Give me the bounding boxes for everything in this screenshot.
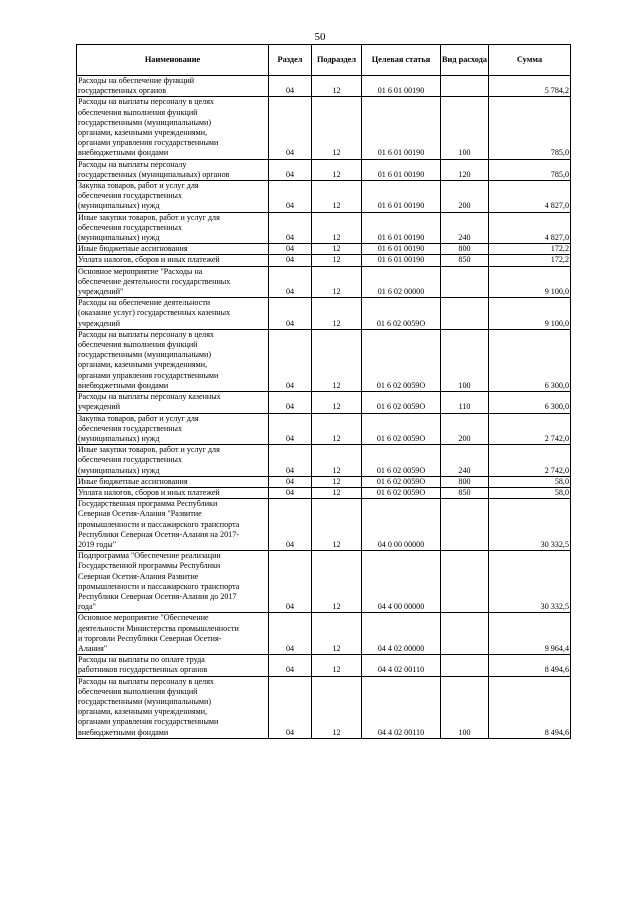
table-row bbox=[77, 97, 571, 159]
row-type bbox=[441, 266, 489, 298]
row-target: 01 6 02 0059О bbox=[362, 329, 441, 391]
row-sum: 4 827,0 bbox=[489, 181, 571, 213]
row-sum: 58,0 bbox=[489, 476, 571, 487]
row-sum: 785,0 bbox=[489, 97, 571, 159]
table-header-row bbox=[77, 45, 571, 76]
table-row bbox=[77, 76, 571, 97]
row-type bbox=[441, 298, 489, 330]
row-subsection: 12 bbox=[312, 445, 362, 477]
row-name: Расходы на выплаты персоналу в целях обеспечения выполнения функций государственными (муниципальными) органами, казенными учреждениями, органами управления государственными внебюджетными фондами bbox=[77, 329, 269, 391]
row-section: 04 bbox=[269, 613, 312, 655]
row-subsection: 12 bbox=[312, 181, 362, 213]
row-type: 850 bbox=[441, 487, 489, 498]
row-section: 04 bbox=[269, 476, 312, 487]
row-sum: 30 332,5 bbox=[489, 551, 571, 613]
table-row bbox=[77, 212, 571, 244]
row-subsection: 12 bbox=[312, 476, 362, 487]
table-row bbox=[77, 655, 571, 676]
row-name: Основное мероприятие "Обеспечение деятельности Министерства промышленности и торговли Республики Северная Осетия- Алания" bbox=[77, 613, 269, 655]
header-type: Вид расхода bbox=[441, 45, 489, 76]
row-section: 04 bbox=[269, 212, 312, 244]
table-row bbox=[77, 487, 571, 498]
table-row bbox=[77, 255, 571, 266]
row-sum: 172,2 bbox=[489, 244, 571, 255]
row-type: 100 bbox=[441, 676, 489, 738]
row-name: Иные бюджетные ассигнования bbox=[77, 244, 269, 255]
row-name: Иные бюджетные ассигнования bbox=[77, 476, 269, 487]
row-name: Закупка товаров, работ и услуг для обеспечения государственных (муниципальных) нужд bbox=[77, 413, 269, 445]
table-row bbox=[77, 613, 571, 655]
row-subsection: 12 bbox=[312, 613, 362, 655]
header-subsection: Подраздел bbox=[312, 45, 362, 76]
row-name: Расходы на обеспечение функций государственных органов bbox=[77, 76, 269, 97]
row-name: Иные закупки товаров, работ и услуг для обеспечения государственных (муниципальных) нужд bbox=[77, 445, 269, 477]
row-target: 01 6 01 00190 bbox=[362, 159, 441, 180]
row-sum: 5 784,2 bbox=[489, 76, 571, 97]
row-subsection: 12 bbox=[312, 255, 362, 266]
row-target: 01 6 02 0059О bbox=[362, 298, 441, 330]
row-type bbox=[441, 613, 489, 655]
table-row bbox=[77, 676, 571, 738]
row-type: 850 bbox=[441, 255, 489, 266]
row-section: 04 bbox=[269, 266, 312, 298]
row-sum: 58,0 bbox=[489, 487, 571, 498]
budget-table bbox=[76, 44, 571, 739]
row-sum: 30 332,5 bbox=[489, 499, 571, 551]
row-subsection: 12 bbox=[312, 551, 362, 613]
row-name: Закупка товаров, работ и услуг для обеспечения государственных (муниципальных) нужд bbox=[77, 181, 269, 213]
row-type: 200 bbox=[441, 413, 489, 445]
row-section: 04 bbox=[269, 676, 312, 738]
row-subsection: 12 bbox=[312, 499, 362, 551]
header-section: Раздел bbox=[269, 45, 312, 76]
row-section: 04 bbox=[269, 445, 312, 477]
row-target: 04 4 02 00000 bbox=[362, 613, 441, 655]
row-target: 01 6 01 00190 bbox=[362, 255, 441, 266]
row-section: 04 bbox=[269, 392, 312, 413]
row-section: 04 bbox=[269, 655, 312, 676]
row-subsection: 12 bbox=[312, 487, 362, 498]
row-type: 240 bbox=[441, 212, 489, 244]
row-subsection: 12 bbox=[312, 655, 362, 676]
header-name: Наименование bbox=[77, 45, 269, 76]
row-subsection: 12 bbox=[312, 298, 362, 330]
row-sum: 172,2 bbox=[489, 255, 571, 266]
row-sum: 785,0 bbox=[489, 159, 571, 180]
table-row bbox=[77, 551, 571, 613]
row-subsection: 12 bbox=[312, 212, 362, 244]
row-type: 800 bbox=[441, 476, 489, 487]
row-target: 01 6 02 0059О bbox=[362, 476, 441, 487]
row-type: 100 bbox=[441, 97, 489, 159]
row-section: 04 bbox=[269, 499, 312, 551]
table-row bbox=[77, 445, 571, 477]
row-type bbox=[441, 551, 489, 613]
row-name: Подпрограмма "Обеспечение реализации Государственной программы Республики Северная Осетия-Алания Развитие промышленности и пассажирского транспорта Республики Северная Осетия-Алания до 2017 года" bbox=[77, 551, 269, 613]
row-type: 110 bbox=[441, 392, 489, 413]
row-section: 04 bbox=[269, 413, 312, 445]
row-section: 04 bbox=[269, 97, 312, 159]
row-subsection: 12 bbox=[312, 159, 362, 180]
row-type: 120 bbox=[441, 159, 489, 180]
row-name: Уплата налогов, сборов и иных платежей bbox=[77, 487, 269, 498]
row-name: Основное мероприятие "Расходы на обеспечение деятельности государственных учреждений" bbox=[77, 266, 269, 298]
table-row bbox=[77, 298, 571, 330]
row-target: 04 4 00 00000 bbox=[362, 551, 441, 613]
row-sum: 4 827,0 bbox=[489, 212, 571, 244]
row-target: 01 6 01 00190 bbox=[362, 244, 441, 255]
row-section: 04 bbox=[269, 551, 312, 613]
table-row bbox=[77, 181, 571, 213]
row-sum: 2 742,0 bbox=[489, 445, 571, 477]
row-type bbox=[441, 76, 489, 97]
row-section: 04 bbox=[269, 244, 312, 255]
row-sum: 8 494,6 bbox=[489, 655, 571, 676]
row-subsection: 12 bbox=[312, 392, 362, 413]
row-name: Расходы на выплаты персоналу казенных учреждений bbox=[77, 392, 269, 413]
row-type: 240 bbox=[441, 445, 489, 477]
row-section: 04 bbox=[269, 255, 312, 266]
table-row bbox=[77, 499, 571, 551]
table-row bbox=[77, 329, 571, 391]
table-row bbox=[77, 476, 571, 487]
row-name: Иные закупки товаров, работ и услуг для обеспечения государственных (муниципальных) нужд bbox=[77, 212, 269, 244]
row-name: Государственная программа Республики Северная Осетия-Алания "Развитие промышленности и пассажирского транспорта Республики Северная Осетия-Алания на 2017- 2019 годы" bbox=[77, 499, 269, 551]
row-target: 01 6 01 00190 bbox=[362, 181, 441, 213]
row-target: 01 6 02 0059О bbox=[362, 392, 441, 413]
row-name: Расходы на выплаты персоналу в целях обеспечения выполнения функций государственными (муниципальными) органами, казенными учреждениями, органами управления государственными внебюджетными фондами bbox=[77, 97, 269, 159]
row-name: Расходы на обеспечение деятельности (оказание услуг) государственных казенных учреждений bbox=[77, 298, 269, 330]
table-row bbox=[77, 159, 571, 180]
table-row bbox=[77, 392, 571, 413]
row-type: 200 bbox=[441, 181, 489, 213]
row-target: 04 0 00 00000 bbox=[362, 499, 441, 551]
row-target: 01 6 01 00190 bbox=[362, 97, 441, 159]
row-name: Уплата налогов, сборов и иных платежей bbox=[77, 255, 269, 266]
row-subsection: 12 bbox=[312, 266, 362, 298]
row-target: 04 4 02 00110 bbox=[362, 676, 441, 738]
table-row bbox=[77, 244, 571, 255]
row-target: 01 6 02 0059О bbox=[362, 413, 441, 445]
row-target: 01 6 02 00000 bbox=[362, 266, 441, 298]
table-row bbox=[77, 266, 571, 298]
row-subsection: 12 bbox=[312, 76, 362, 97]
row-name: Расходы на выплаты персоналу государственных (муниципальных) органов bbox=[77, 159, 269, 180]
row-sum: 2 742,0 bbox=[489, 413, 571, 445]
row-subsection: 12 bbox=[312, 413, 362, 445]
page-number: 50 bbox=[314, 31, 326, 43]
row-section: 04 bbox=[269, 329, 312, 391]
header-target: Целевая статья bbox=[362, 45, 441, 76]
row-sum: 9 100,0 bbox=[489, 266, 571, 298]
header-sum: Сумма bbox=[489, 45, 571, 76]
row-target: 01 6 01 00190 bbox=[362, 212, 441, 244]
table-row bbox=[77, 413, 571, 445]
row-sum: 6 300,0 bbox=[489, 329, 571, 391]
row-sum: 9 964,4 bbox=[489, 613, 571, 655]
row-type: 100 bbox=[441, 329, 489, 391]
row-type: 800 bbox=[441, 244, 489, 255]
row-sum: 6 300,0 bbox=[489, 392, 571, 413]
row-target: 01 6 02 0059О bbox=[362, 487, 441, 498]
row-subsection: 12 bbox=[312, 244, 362, 255]
row-subsection: 12 bbox=[312, 329, 362, 391]
row-section: 04 bbox=[269, 159, 312, 180]
row-sum: 9 100,0 bbox=[489, 298, 571, 330]
row-section: 04 bbox=[269, 487, 312, 498]
row-target: 01 6 01 00190 bbox=[362, 76, 441, 97]
row-section: 04 bbox=[269, 298, 312, 330]
row-target: 01 6 02 0059О bbox=[362, 445, 441, 477]
row-name: Расходы на выплаты по оплате труда работников государственных органов bbox=[77, 655, 269, 676]
row-target: 04 4 02 00110 bbox=[362, 655, 441, 676]
row-subsection: 12 bbox=[312, 676, 362, 738]
row-subsection: 12 bbox=[312, 97, 362, 159]
row-section: 04 bbox=[269, 181, 312, 213]
row-name: Расходы на выплаты персоналу в целях обеспечения выполнения функций государственными (муниципальными) органами, казенными учреждениями, органами управления государственными внебюджетными фондами bbox=[77, 676, 269, 738]
row-sum: 8 494,6 bbox=[489, 676, 571, 738]
row-type bbox=[441, 655, 489, 676]
row-section: 04 bbox=[269, 76, 312, 97]
row-type bbox=[441, 499, 489, 551]
